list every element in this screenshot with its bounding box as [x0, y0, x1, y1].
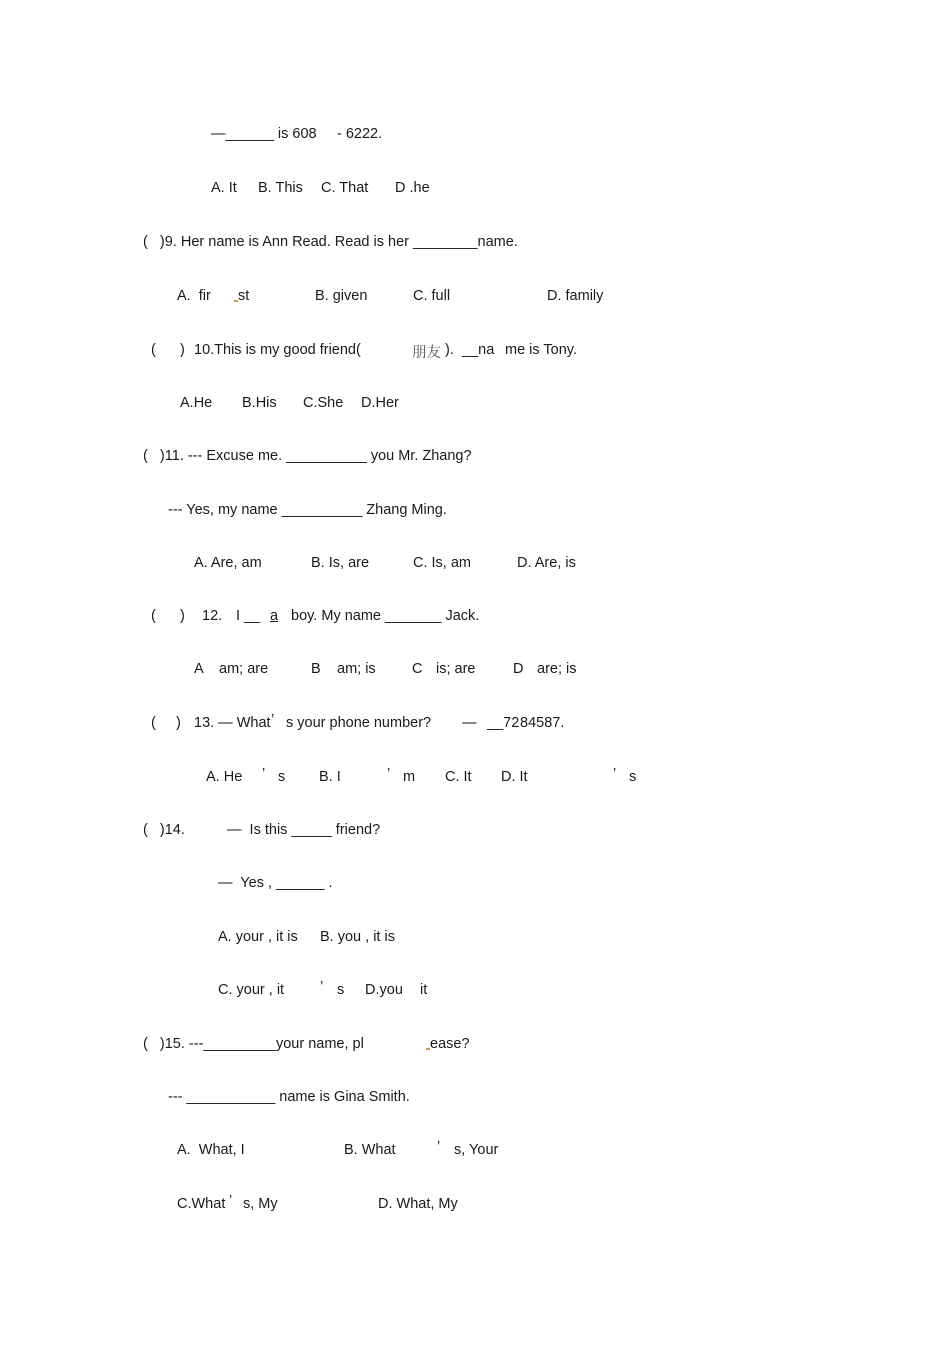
q12-paren: ( )	[151, 608, 185, 624]
q13-apostrophe: ’	[271, 712, 275, 728]
q11-stem: ( )11. --- Excuse me. __________ you Mr. Zhang?	[143, 448, 472, 464]
q12-number: 12.	[202, 608, 223, 624]
q14-option-c: C. your , it	[218, 982, 285, 998]
q10-option-b: B.His	[242, 395, 277, 411]
q10-blank: __na	[462, 342, 495, 358]
q15-option-b-tail: s, Your	[454, 1142, 499, 1158]
q10-stem: 10.This is my good friend(	[194, 342, 361, 358]
q12-option-a-letter: A	[194, 661, 204, 677]
q12-option-b: am; is	[337, 661, 376, 677]
q14-option-d: D.you	[365, 982, 403, 998]
q10-stem-end: me is Tony.	[505, 342, 577, 358]
q15-option-a: A. What, I	[177, 1142, 245, 1158]
q15-option-b-apos: ’	[437, 1139, 441, 1155]
q9-option-a-tail: st	[238, 288, 250, 304]
q11-option-d: D. Are, is	[517, 555, 576, 571]
q12-option-b-letter: B	[311, 661, 321, 677]
q11-option-b: B. Is, are	[311, 555, 370, 571]
q9-stem: ( )9. Her name is Ann Read. Read is her ________name.	[143, 234, 518, 250]
q10-option-c: C.She	[303, 395, 344, 411]
q15-option-b: B. What	[344, 1142, 396, 1158]
q13-number-tail: 84587.	[520, 715, 565, 731]
q14-option-a: A. your , it is	[218, 929, 298, 945]
q13-option-a-s: s	[278, 769, 286, 785]
q8-answer-line: —______ is 608	[211, 126, 317, 142]
q12-option-d: are; is	[537, 661, 577, 677]
q9-option-d: D. family	[547, 288, 604, 304]
q10-stem-close: ).	[445, 342, 454, 358]
q9-option-a: A. fir	[177, 288, 211, 304]
q15-stem: ( )15. ---_________your name, pl	[143, 1036, 364, 1052]
q12-subject-blank: I __	[236, 608, 261, 624]
q8-option-a: A. It	[211, 180, 237, 196]
q10-paren: ( )	[151, 342, 185, 358]
q13-option-a: A. He	[206, 769, 243, 785]
q15-option-c-apos: ’	[229, 1193, 233, 1209]
q14-option-c-apos: ’	[320, 979, 324, 995]
q10-chinese-word: 朋友	[412, 345, 441, 361]
q13-option-b: B. I	[319, 769, 341, 785]
q12-article: a	[270, 608, 279, 624]
q13-option-d-s: s	[629, 769, 637, 785]
q14-option-c-s: s	[337, 982, 345, 998]
q12-option-c: is; are	[436, 661, 476, 677]
q13-option-d-apos: ’	[613, 766, 617, 782]
q9-option-c: C. full	[413, 288, 451, 304]
q15-option-d: D. What, My	[378, 1196, 458, 1212]
q14-option-d-it: it	[420, 982, 428, 998]
q12-stem-rest: boy. My name _______ Jack.	[291, 608, 480, 624]
q15-reply: --- ___________ name is Gina Smith.	[168, 1089, 410, 1105]
q13-option-c: C. It	[445, 769, 472, 785]
q14-stem: — Is this _____ friend?	[227, 822, 381, 838]
q15-option-c: C.What	[177, 1196, 226, 1212]
q8-answer-line-number: - 6222.	[337, 126, 383, 142]
q13-blank: __72	[487, 715, 520, 731]
q11-option-c: C. Is, am	[413, 555, 472, 571]
q13-stem: 13. — What	[194, 715, 271, 731]
q15-option-c-tail: s, My	[243, 1196, 278, 1212]
q12-option-d-letter: D	[513, 661, 524, 677]
q10-option-d: D.Her	[361, 395, 399, 411]
q13-paren: ( )	[151, 715, 181, 731]
q10-option-a: A.He	[180, 395, 213, 411]
q12-option-a: am; are	[219, 661, 269, 677]
q14-number: ( )14.	[143, 822, 185, 838]
q11-option-a: A. Are, am	[194, 555, 262, 571]
q13-option-b-m: m	[403, 769, 416, 785]
q14-reply: — Yes , ______ .	[218, 875, 333, 891]
q13-option-d: D. It	[501, 769, 528, 785]
q8-option-b: B. This	[258, 180, 303, 196]
q12-option-c-letter: C	[412, 661, 423, 677]
q11-reply: --- Yes, my name __________ Zhang Ming.	[168, 502, 447, 518]
q13-option-b-apos: ’	[387, 766, 391, 782]
q13-option-a-apos: ’	[262, 766, 266, 782]
q9-option-b: B. given	[315, 288, 368, 304]
q8-option-c: C. That	[321, 180, 369, 196]
q13-dash: —	[462, 715, 477, 731]
q15-stem-tail: ease?	[430, 1036, 470, 1052]
q14-option-b: B. you , it is	[320, 929, 395, 945]
q8-option-d: D .he	[395, 180, 430, 196]
q13-stem-rest: s your phone number?	[286, 715, 432, 731]
